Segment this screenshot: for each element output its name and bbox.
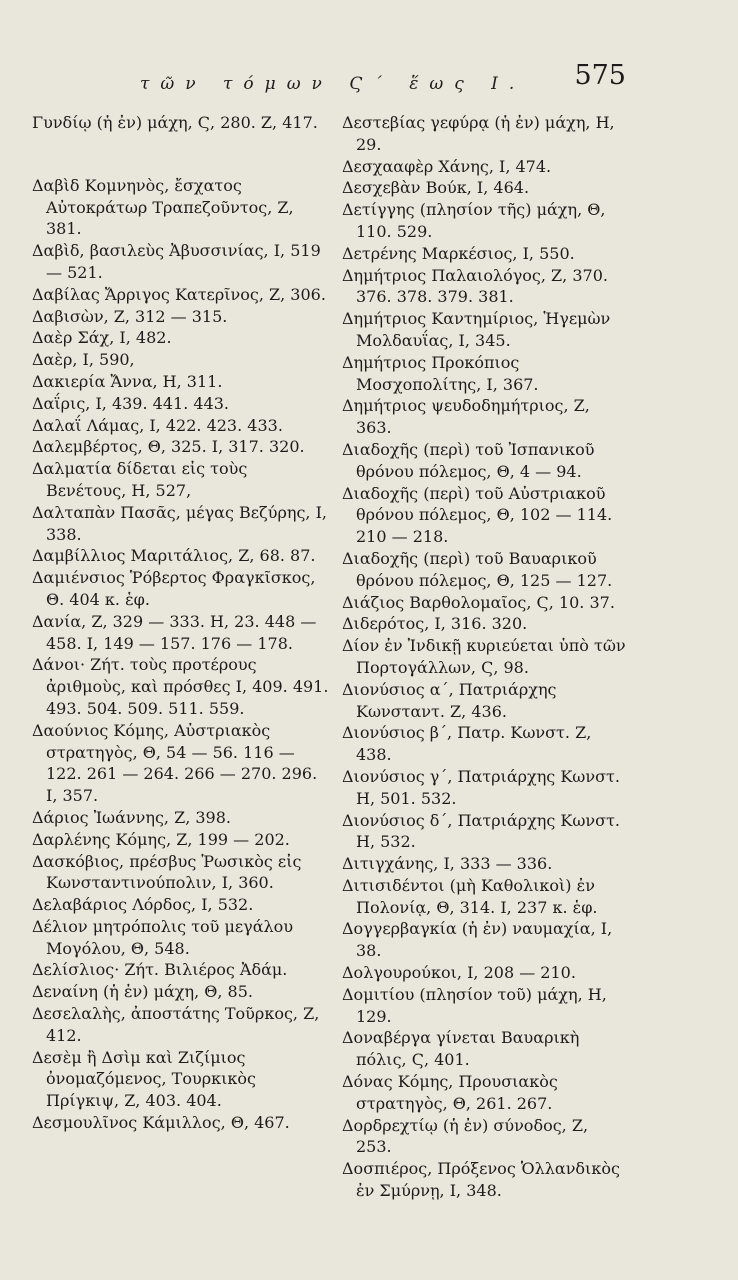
index-entry: Δαὲρ, Ι, 590, — [32, 350, 135, 370]
index-entry: Δαβὶδ, βασιλεὺς Ἀβυσσινίας, Ι, 519 — 521. — [32, 241, 321, 282]
index-entry: Δάριος Ἰωάννης, Ζ, 398. — [32, 807, 231, 827]
index-entry: Δαὲρ Σάχ, Ι, 482. — [32, 328, 172, 348]
index-entry: Δαβὶδ Κομνηνὸς, ἔσχατος Αὐτοκράτωρ Τραπεζοῦντος, Ζ, 381. — [32, 175, 294, 239]
index-entry: Δεσχεβὰν Βούκ, Ι, 464. — [342, 178, 530, 198]
index-entry: Δακιερία Ἄννα, Η, 311. — [32, 371, 223, 391]
index-entry: Δημήτριος Καντημίριος, Ἡγεμὼν Μολδαυΐας, Ι, 345. — [342, 309, 611, 350]
index-entry: Δαμβίλλιος Μαριτάλιος, Ζ, 68. 87. — [32, 546, 316, 566]
index-entry: Δοσπιέρος, Πρόξενος Ὁλλανδικὸς ἐν Σμύρνῃ, Ι, 348. — [342, 1159, 620, 1201]
index-entry: Δαμιένσιος Ῥόβερτος Φραγκῖσκος, Θ. 404 κ. ἑφ. — [32, 568, 316, 609]
index-entry: Δαλεμβέρτος, Θ, 325. Ι, 317. 320. — [32, 437, 305, 457]
index-entry: Δάνοι· Ζήτ. τοὺς προτέρους ἀριθμοὺς, καὶ πρόσθες Ι, 409. 491. 493. 504. 509. 511. 559. — [32, 655, 329, 718]
running-head — [0, 58, 738, 98]
index-entry: Δαλματία δίδεται εἰς τοὺς Βενέτους, Η, 527, — [32, 459, 248, 500]
index-entry: Δεσμουλῖνος Κάμιλλος, Θ, 467. — [32, 1113, 290, 1133]
index-entry: Δεσελαλὴς, ἀποστάτης Τοῦρκος, Ζ, 412. — [32, 1004, 320, 1045]
index-entry: Δέλιον μητρόπολις τοῦ μεγάλου Μογόλου, Θ, 548. — [32, 916, 294, 958]
index-entry: Δεσχααφὲρ Χάνης, Ι, 474. — [342, 156, 552, 176]
index-entry: Δογγερβαγκία (ἡ ἐν) ναυμαχία, Ι, 38. — [342, 919, 613, 961]
index-entry: Διδερότος, Ι, 316. 320. — [342, 614, 528, 634]
index-entry: Δίον ἐν Ἰνδικῇ κυριεύεται ὑπὸ τῶν Πορτογάλλων, Ϛ, 98. — [342, 636, 626, 677]
index-entry: Δαλαΐ Λάμας, Ι, 422. 423. 433. — [32, 415, 283, 435]
index-entry: Διονύσιος γ΄, Πατριάρχης Κωνστ. Η, 501. 532. — [342, 766, 620, 808]
index-entry: Δετίγγης (πλησίον τῆς) μάχη, Θ, 110. 529. — [342, 200, 606, 241]
index-entry: Διαδοχῆς (περὶ) τοῦ Ἰσπανικοῦ θρόνου πόλεμος, Θ, 4 — 94. — [342, 439, 595, 481]
index-entry: Δαΐρις, Ι, 439. 441. 443. — [32, 393, 229, 413]
index-entry: Δαβισὼν, Ζ, 312 — 315. — [32, 306, 228, 326]
index-entry: Δεστεβίας γεφύρᾳ (ἡ ἐν) μάχη, Η, 29. — [342, 113, 615, 154]
index-entry: Δαούνιος Κόμης, Αὐστριακὸς στρατηγὸς, Θ, 54 — 56. 116 — 122. 261 — 264. 266 — 270. 296. Ι, 357. — [32, 720, 318, 806]
index-entry: Διτιγχάνης, Ι, 333 — 336. — [342, 854, 553, 874]
index-entry: Δοναβέργα γίνεται Βαυαρικὴ πόλις, Ϛ, 401. — [342, 1028, 580, 1070]
index-entry: Γυνδίῳ (ἡ ἐν) μάχη, Ϛ, 280. Ζ, 417. — [32, 113, 318, 132]
index-entry: Δόνας Κόμης, Προυσιακὸς στρατηγὸς, Θ, 261. 267. — [342, 1072, 558, 1113]
index-entry: Δημήτριος Παλαιολόγος, Ζ, 370. 376. 378. 379. 381. — [342, 265, 608, 307]
index-entry: Δημήτριος Προκόπιος Μοσχοπολίτης, Ι, 367. — [342, 352, 539, 394]
right-column — [342, 112, 627, 1202]
index-entry: Διονύσιος β΄, Πατρ. Κωνστ. Ζ, 438. — [342, 723, 592, 765]
left-column — [32, 112, 332, 1134]
index-entry: Δεναίνη (ἡ ἐν) μάχη, Θ, 85. — [32, 982, 253, 1002]
index-entry: Δαλταπὰν Πασᾶς, μέγας Βεζύρης, Ι, 338. — [32, 502, 327, 544]
index-entry: Δετρένης Μαρκέσιος, Ι, 550. — [342, 243, 575, 263]
page-number: 575 — [574, 60, 626, 91]
index-entry: Δαρλένης Κόμης, Ζ, 199 — 202. — [32, 829, 290, 849]
section-gap — [32, 134, 332, 175]
index-entry: Δομιτίου (πλησίον τοῦ) μάχη, Η, 129. — [342, 984, 607, 1026]
index-entry: Δανία, Ζ, 329 — 333. Η, 23. 448 — 458. Ι, 149 — 157. 176 — 178. — [32, 611, 317, 653]
index-entry: Διτισιδέντοι (μὴ Καθολικοὶ) ἐν Πολονίᾳ, Θ, 314. Ι, 237 κ. ἑφ. — [342, 875, 598, 917]
index-entry: Διονύσιος δ΄, Πατριάρχης Κωνστ. Η, 532. — [342, 810, 621, 852]
index-entry: Δελαβάριος Λόρδος, Ι, 532. — [32, 895, 254, 915]
index-entry: Δελίσλιος· Ζήτ. Βιλιέρος Ἀδάμ. — [32, 960, 288, 980]
index-entry: Δεσὲμ ἢ Δσὶμ καὶ Ζιζίμιος ὀνομαζόμενος, Τουρκικὸς Πρίγκιψ, Ζ, 403. 404. — [32, 1047, 256, 1111]
index-entry: Διονύσιος α΄, Πατριάρχης Κωνσταντ. Ζ, 436. — [342, 679, 557, 721]
index-entry: Δαβίλας Ἄρριγος Κατερῖνος, Ζ, 306. — [32, 284, 326, 304]
index-entry: Διαδοχῆς (περὶ) τοῦ Βαυαρικοῦ θρόνου πόλεμος, Θ, 125 — 127. — [342, 548, 613, 590]
index-entry: Διάζιος Βαρθολομαῖος, Ϛ, 10. 37. — [342, 592, 615, 612]
running-head-title: τῶν τόμων Ϛ΄ ἕως Ι. — [140, 74, 526, 94]
index-entry: Δορδρεχτίῳ (ἡ ἐν) σύνοδος, Ζ, 253. — [342, 1115, 589, 1157]
index-entry: Δημήτριος ψευδοδημήτριος, Ζ, 363. — [342, 396, 590, 438]
index-entry: Δολγουρούκοι, Ι, 208 — 210. — [342, 963, 576, 983]
index-entry: Διαδοχῆς (περὶ) τοῦ Αὐστριακοῦ θρόνου πόλεμος, Θ, 102 — 114. 210 — 218. — [342, 483, 613, 547]
index-entry: Δασκόβιος, πρέσβυς Ῥωσικὸς εἰς Κωνσταντινούπολιν, Ι, 360. — [32, 851, 302, 893]
